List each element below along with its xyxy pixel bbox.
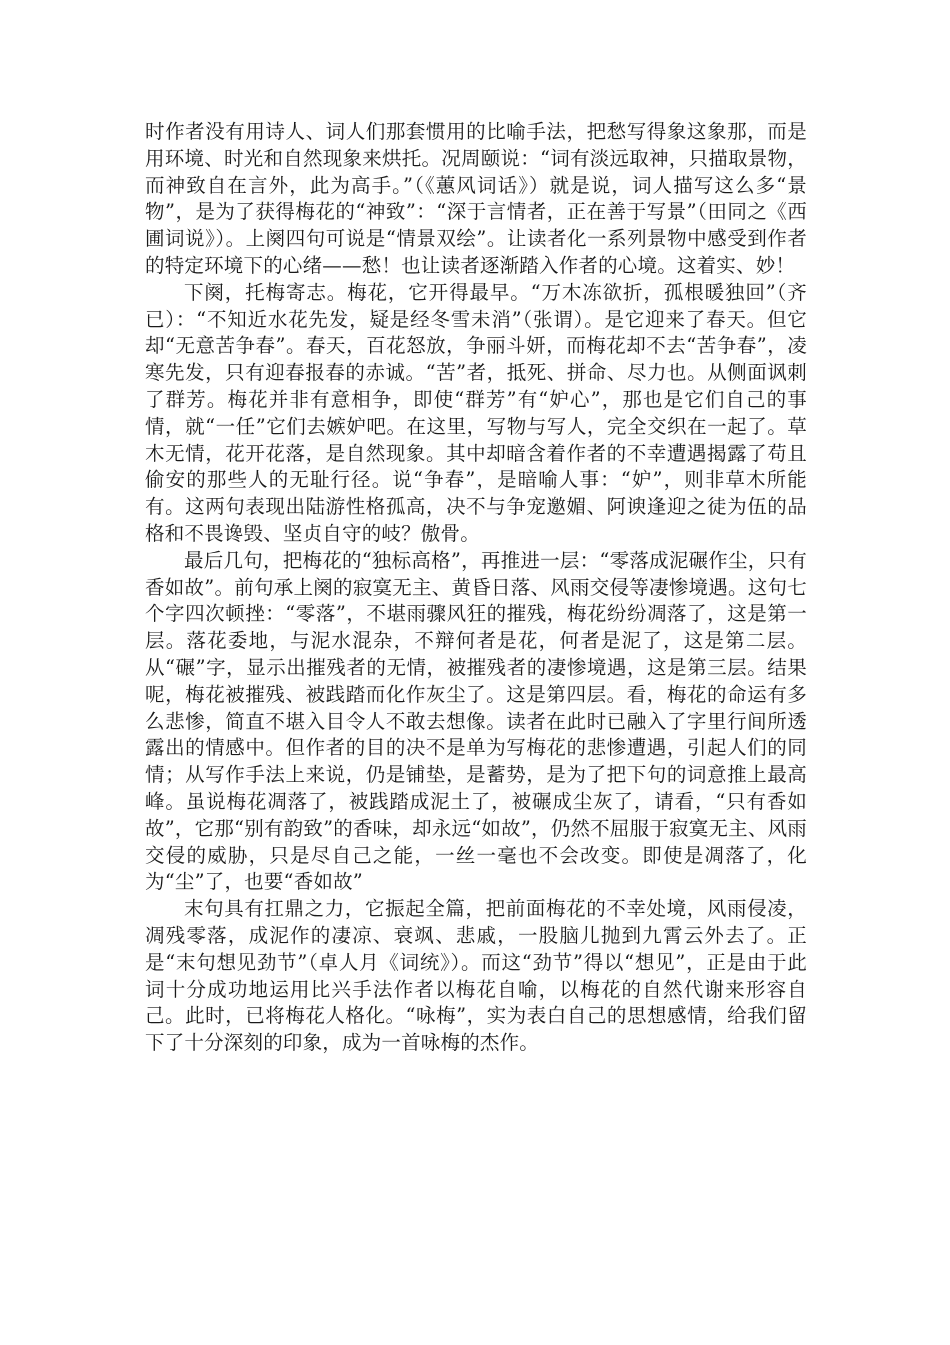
paragraph-3: 最后几句，把梅花的“独标高格”，再推进一层：“零落成泥碾作尘，只有香如故”。前句承上阕的寂寞无主、黄昏日落、风雨交侵等凄惨境遇。这句七个字四次顿挫：“零落”，不堪雨骤风狂的摧残，梅花纷纷凋落了，这是第一层。落花委地，与泥水混杂，不辩何者是花，何者是泥了，这是第二层。从“碾”字，显示出摧残者的无情，被摧残者的凄惨境遇，这是第三层。结果呢，梅花被摧残、被践踏而化作灰尘了。这是第四层。看，梅花的命运有多么悲惨，简直不堪入目令人不敢去想像。读者在此时已融入了字里行间所透露出的情感中。但作者的目的决不是单为写梅花的悲惨遭遇，引起人们的同情；从写作手法上来说，仍是铺垫，是蓄势，是为了把下句的词意推上最高峰。虽说梅花凋落了，被践踏成泥土了，被碾成尘灰了，请看，“只有香如故”，它那“别有韵致”的香味，却永远“如故”，仍然不屈服于寂寞无主、风雨交侵的威胁，只是尽自己之能，一丝一毫也不会改变。即使是凋落了，化为“尘”了，也要“香如故” — [145, 548, 807, 894]
paragraph-4: 末句具有扛鼎之力，它振起全篇，把前面梅花的不幸处境，风雨侵凌，凋残零落，成泥作的凄凉、衰飒、悲戚，一股脑儿抛到九霄云外去了。正是“末句想见劲节”（卓人月《词统》）。而这“劲节”得以“想见”，正是由于此词十分成功地运用比兴手法作者以梅花自喻，以梅花的自然代谢来形容自己。此时，已将梅花人格化。“咏梅”，实为表白自己的思想感情，给我们留下了十分深刻的印象，成为一首咏梅的杰作。 — [145, 897, 807, 1055]
document-body — [145, 119, 807, 1057]
paragraph-1: 时作者没有用诗人、词人们那套惯用的比喻手法，把愁写得象这象那，而是用环境、时光和自然现象来烘托。况周颐说：“词有淡远取神，只描取景物，而神致自在言外，此为高手。”（《蕙风词话》）就是说，词人描写这么多“景物”，是为了获得梅花的“神致”：“深于言情者，正在善于写景”（田同之《西圃词说》）。上阕四句可说是“情景双绘”。让读者化一系列景物中感受到作者的特定环境下的心绪——愁！也让读者逐渐踏入作者的心境。这着实、妙！ — [145, 120, 807, 277]
paragraph-2: 下阕，托梅寄志。梅花，它开得最早。“万木冻欲折，孤根暖独回”（齐已）：“不知近水花先发，疑是经冬雪未消”（张谓）。是它迎来了春天。但它却“无意苦争春”。春天，百花怒放，争丽斗妍，而梅花却不去“苦争春”，凌寒先发，只有迎春报春的赤诚。“苦”者，抵死、拼命、尽力也。从侧面讽刺了群芳。梅花并非有意相争，即使“群芳”有“妒心”，那也是它们自己的事情，就“一任”它们去嫉妒吧。在这里，写物与写人，完全交织在一起了。草木无情，花开花落，是自然现象。其中却暗含着作者的不幸遭遇揭露了苟且偷安的那些人的无耻行径。说“争春”，是暗喻人事：“妒”，则非草木所能有。这两句表现出陆游性格孤高，决不与争宠邀媚、阿谀逢迎之徒为伍的品格和不畏谗毁、坚贞自守的岐？傲骨。 — [145, 280, 807, 545]
